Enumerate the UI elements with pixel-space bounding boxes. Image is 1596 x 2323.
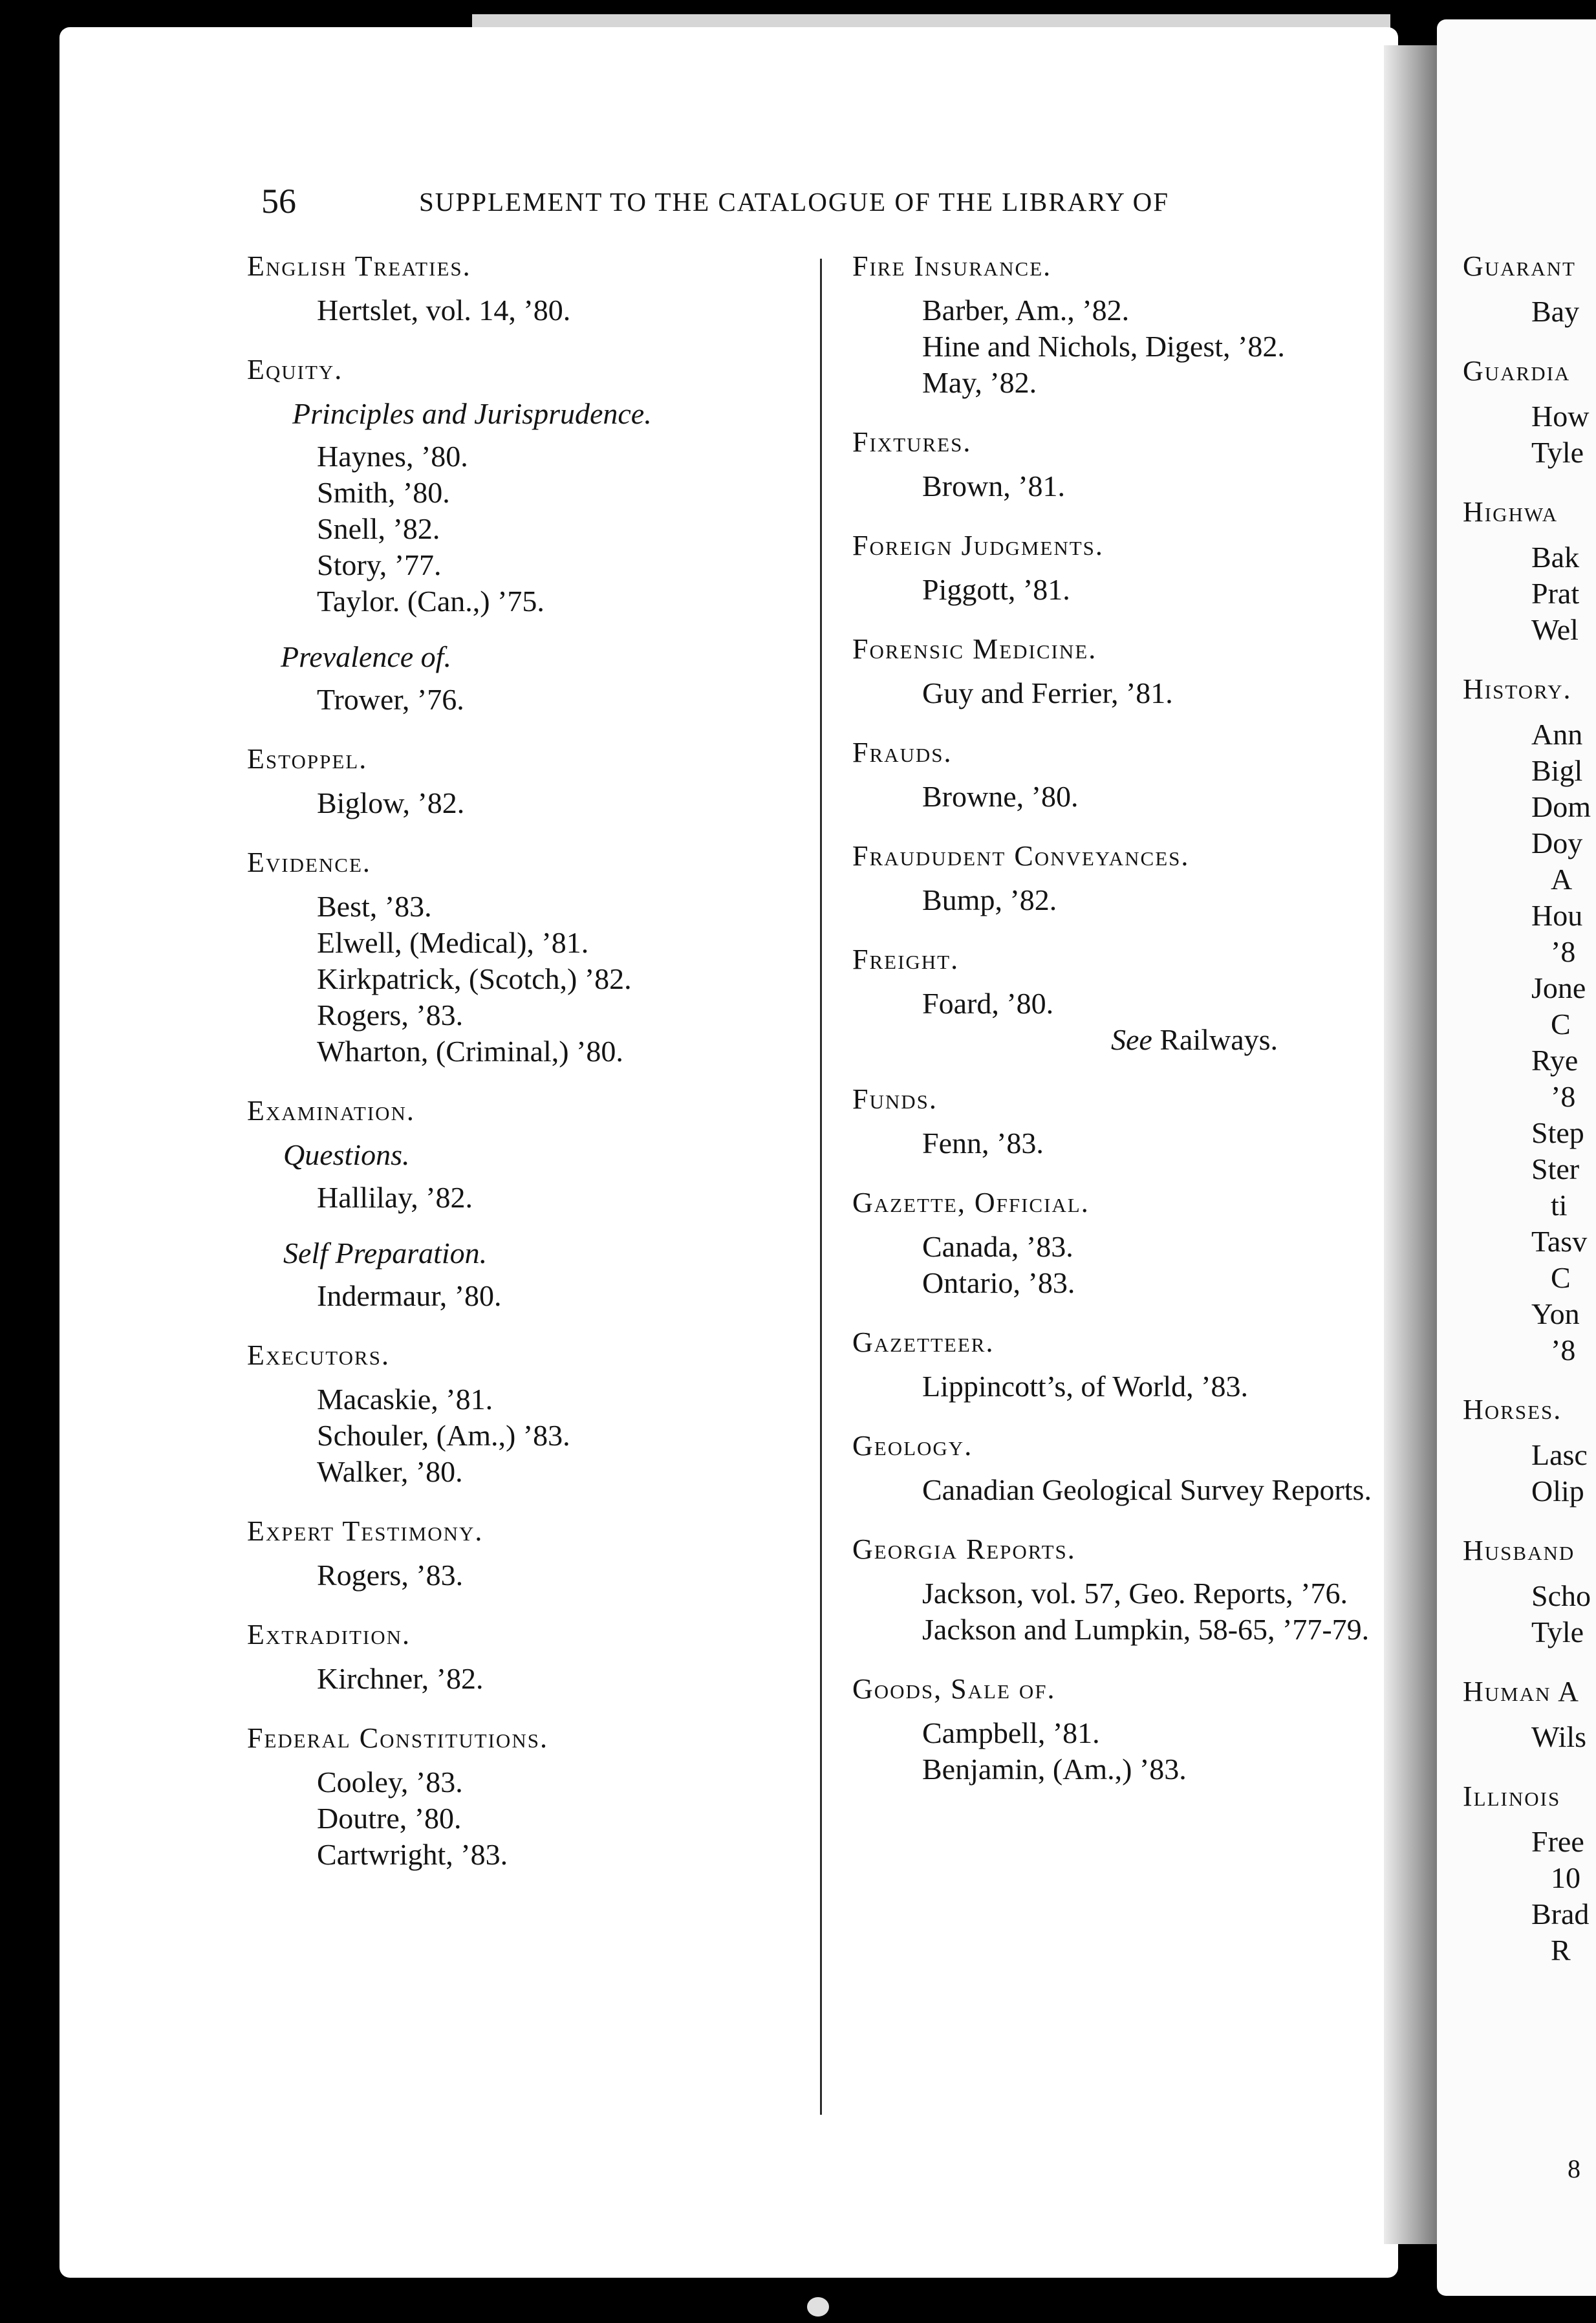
reference: ti (1551, 1189, 1568, 1222)
reference: Trower, ’76. (317, 683, 464, 716)
reference: Ann (1531, 718, 1583, 751)
entry-heading: Fraududent Conveyances. (852, 840, 1190, 872)
index-entry (852, 837, 1421, 918)
index-entry (1463, 247, 1596, 330)
reference: ’8 (1551, 1334, 1576, 1367)
reference: Kirkpatrick, (Scotch,) ’82. (317, 962, 632, 995)
reference: Snell, ’82. (317, 512, 440, 545)
index-entry (852, 630, 1421, 711)
see-target: Railways. (1159, 1023, 1278, 1056)
reference: Biglow, ’82. (317, 786, 465, 819)
index-entry (852, 1183, 1421, 1301)
entry-heading: Gazetteer. (852, 1326, 995, 1358)
page-number: 56 (261, 182, 296, 221)
entry-heading: History. (1463, 673, 1572, 705)
entry-heading: Gazette, Official. (852, 1187, 1090, 1218)
see-reference (1111, 1022, 1421, 1058)
entry-heading: Husband (1463, 1535, 1575, 1566)
index-entry (852, 1427, 1421, 1508)
index-entry (852, 247, 1421, 401)
reference: Prat (1531, 577, 1580, 610)
index-entry (247, 247, 816, 329)
reference: May, ’82. (922, 366, 1037, 399)
reference: Fenn, ’83. (922, 1127, 1044, 1160)
reference: Foard, ’80. (922, 987, 1054, 1020)
index-entry (247, 351, 816, 718)
subheading: Questions. (283, 1138, 410, 1171)
see-label: See (1111, 1023, 1152, 1056)
reference: Schouler, (Am.,) ’83. (317, 1419, 570, 1452)
entry-heading: Human A (1463, 1676, 1580, 1707)
entry-heading: Extradition. (247, 1619, 411, 1650)
entry-heading: Geology. (852, 1430, 973, 1462)
index-entry (1463, 1672, 1596, 1755)
reference: Scho (1531, 1579, 1591, 1612)
reference: ’8 (1551, 935, 1576, 968)
entry-heading: Foreign Judgments. (852, 530, 1104, 561)
reference: Doy (1531, 827, 1583, 859)
entry-heading: Goods, Sale of. (852, 1673, 1056, 1705)
index-entry (247, 1719, 816, 1873)
index-entry (247, 843, 816, 1070)
entry-heading: Frauds. (852, 737, 953, 768)
reference: Campbell, ’81. (922, 1716, 1100, 1749)
index-entry (247, 1512, 816, 1594)
right-page-fragment (1463, 247, 1596, 1991)
reference: Olip (1531, 1475, 1584, 1507)
reference: Cartwright, ’83. (317, 1838, 508, 1871)
reference: How (1531, 400, 1590, 433)
entry-heading: Fixtures. (852, 426, 972, 458)
index-entry (247, 1336, 816, 1490)
reference: Guy and Ferrier, ’81. (922, 676, 1173, 709)
index-entry (247, 1615, 816, 1697)
index-entry (852, 733, 1421, 815)
index-entry (1463, 1390, 1596, 1509)
entry-heading: Guarant (1463, 250, 1576, 282)
reference: Cooley, ’83. (317, 1766, 463, 1799)
reference: Hine and Nichols, Digest, ’82. (922, 330, 1285, 363)
column-divider (820, 259, 822, 2115)
entry-heading: Freight. (852, 944, 960, 975)
index-entry (852, 1080, 1421, 1162)
entry-heading: Funds. (852, 1083, 938, 1115)
index-entry (852, 423, 1421, 504)
reference: Elwell, (Medical), ’81. (317, 926, 589, 959)
reference: Macaskie, ’81. (317, 1383, 493, 1416)
reference: Dom (1531, 790, 1591, 823)
reference: Benjamin, (Am.,) ’83. (922, 1753, 1187, 1786)
index-entry (1463, 1531, 1596, 1650)
reference: Bump, ’82. (922, 883, 1057, 916)
reference: Canada, ’83. (922, 1230, 1073, 1263)
reference: Bigl (1531, 754, 1583, 787)
reference: Jackson and Lumpkin, 58-65, ’77-79. (922, 1613, 1370, 1646)
entry-heading: Forensic Medicine. (852, 633, 1097, 665)
entry-heading: Federal Constitutions. (247, 1722, 548, 1754)
reference: Hertslet, vol. 14, ’80. (317, 294, 571, 327)
subheading: Principles and Jurisprudence. (292, 397, 652, 430)
entry-heading: Fire Insurance. (852, 250, 1052, 282)
reference: 10 (1551, 1861, 1580, 1894)
reference: ’8 (1551, 1080, 1576, 1113)
reference: Bay (1531, 295, 1580, 328)
reference: Canadian Geological Survey Reports. (922, 1473, 1372, 1506)
reference: Ontario, ’83. (922, 1266, 1075, 1299)
reference: Taylor. (Can.,) ’75. (317, 585, 545, 618)
reference: Step (1531, 1116, 1584, 1149)
reference: Tyle (1531, 436, 1584, 469)
entry-heading: Illinois (1463, 1780, 1561, 1812)
reference: Best, ’83. (317, 890, 432, 923)
reference: Brad (1531, 1897, 1590, 1930)
reference: Browne, ’80. (922, 780, 1079, 813)
subheading: Prevalence of. (281, 640, 451, 673)
reference: Hou (1531, 899, 1583, 932)
signature-mark: 8 (1568, 2154, 1580, 2183)
reference: Wel (1531, 613, 1579, 646)
reference: Indermaur, ’80. (317, 1279, 502, 1312)
left-column (247, 247, 816, 1895)
entry-heading: Examination. (247, 1095, 415, 1127)
reference: R (1551, 1934, 1571, 1967)
reference: Story, ’77. (317, 548, 442, 581)
reference: Jone (1531, 971, 1586, 1004)
reference: C (1551, 1008, 1571, 1041)
middle-column (852, 247, 1421, 1810)
reference: Haynes, ’80. (317, 440, 468, 473)
reference: Doutre, ’80. (317, 1802, 462, 1835)
index-entry (247, 740, 816, 821)
running-title: SUPPLEMENT TO THE CATALOGUE OF THE LIBRARY OF (419, 187, 1170, 217)
subheading: Self Preparation. (283, 1237, 488, 1270)
index-entry (1463, 670, 1596, 1368)
reference: Smith, ’80. (317, 476, 450, 509)
reference: Barber, Am., ’82. (922, 294, 1130, 327)
index-entry (852, 526, 1421, 608)
reference: Tasv (1531, 1225, 1588, 1258)
reference: Lippincott’s, of World, ’83. (922, 1370, 1248, 1403)
reference: Walker, ’80. (317, 1455, 463, 1488)
reference: Wharton, (Criminal,) ’80. (317, 1035, 623, 1068)
entry-heading: Horses. (1463, 1394, 1562, 1425)
reference: Tyle (1531, 1615, 1584, 1648)
reference: Wils (1531, 1720, 1587, 1753)
reference: C (1551, 1261, 1571, 1294)
reference: Free (1531, 1825, 1584, 1858)
entry-heading: English Treaties. (247, 250, 471, 282)
reference: Yon (1531, 1297, 1580, 1330)
reference: Brown, ’81. (922, 470, 1066, 502)
reference: A (1551, 863, 1573, 896)
entry-heading: Executors. (247, 1339, 390, 1371)
entry-heading: Estoppel. (247, 743, 368, 775)
index-entry (1463, 352, 1596, 471)
reference: Rogers, ’83. (317, 999, 464, 1032)
entry-heading: Guardia (1463, 355, 1571, 387)
reference: Jackson, vol. 57, Geo. Reports, ’76. (922, 1577, 1348, 1610)
reference: Piggott, ’81. (922, 573, 1070, 606)
index-entry (1463, 1777, 1596, 1969)
index-entry (1463, 493, 1596, 648)
entry-heading: Evidence. (247, 847, 371, 878)
index-entry (247, 1092, 816, 1314)
reference: Hallilay, ’82. (317, 1181, 473, 1214)
index-entry (852, 1670, 1421, 1788)
reference: Bak (1531, 541, 1580, 574)
scan-artifact (807, 2297, 829, 2317)
entry-heading: Georgia Reports. (852, 1533, 1076, 1565)
entry-heading: Highwa (1463, 496, 1558, 528)
reference: Rogers, ’83. (317, 1559, 464, 1592)
index-entry (852, 1530, 1421, 1648)
entry-heading: Expert Testimony. (247, 1515, 484, 1547)
reference: Lasc (1531, 1438, 1588, 1471)
reference: Kirchner, ’82. (317, 1662, 484, 1695)
index-entry (852, 1323, 1421, 1405)
entry-heading: Equity. (247, 354, 343, 385)
index-entry (852, 940, 1421, 1058)
reference: Ster (1531, 1152, 1580, 1185)
reference: Rye (1531, 1044, 1579, 1077)
